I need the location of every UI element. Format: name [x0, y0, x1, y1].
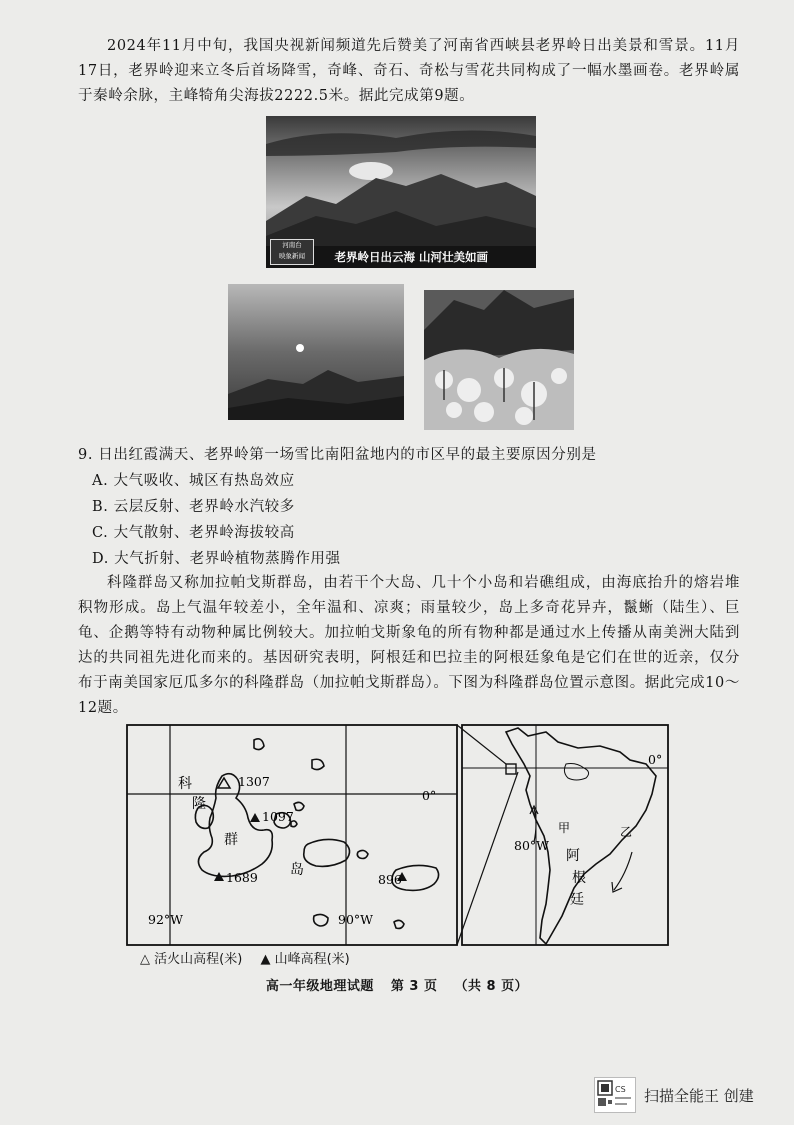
galapagos-inset-box — [506, 764, 516, 774]
intro-paragraph: 2024年11月中旬，我国央视新闻频道先后赞美了河南省西峡县老界岭日出美景和雪景。11月17日，老界岭迎来立冬后首场降雪，奇峰、奇石、奇松与雪花共同构成了一幅水墨画卷。老界岭属于秦岭余脉，主峰犄角尖海拔2222.5米。据此完成第9题。 — [78, 38, 740, 104]
galapagos-paragraph: 科隆群岛又称加拉帕戈斯群岛，由若干个大岛、几十个小岛和岩礁组成，由海底抬升的熔岩堆积物形成。岛上气温年较差小，全年温和、凉爽；雨量较少，岛上多奇花异卉，鬣蜥（陆生）、巨龟、企鹅等特有动物种属比例较大。加拉帕戈斯象龟的所有物种都是通过水上传播从南美洲大陆到达的共同祖先进化而来的。基因研究表明，阿根廷和巴拉圭的阿根廷象龟是它们在世的近亲，仅分布于南美国家厄瓜多尔的科隆群岛（加拉帕戈斯群岛）。下图为科隆群岛位置示意图。据此完成10～12题。 — [78, 575, 740, 716]
q9-option-b: B. 云层反射、老界岭水汽较多 — [92, 499, 295, 515]
island-name-char: 岛 — [290, 862, 304, 878]
sunrise-sea-of-clouds-photo — [266, 116, 536, 268]
island-name-char: 科 — [178, 776, 192, 792]
inset-label-gen: 根 — [572, 870, 586, 886]
peak-elevation-label: 1689 — [226, 870, 258, 885]
svg-text:CS: CS — [615, 1085, 626, 1094]
sunrise-mountain-photo — [228, 284, 404, 420]
map-legend — [140, 948, 364, 967]
volcano-elevation-label: 1307 — [238, 774, 270, 789]
scanner-watermark — [594, 1078, 754, 1112]
island-name-char: 群 — [224, 832, 238, 848]
q9-option-d: D. 大气折射、老界岭植物蒸腾作用强 — [92, 551, 341, 567]
inset-label-a: 阿 — [566, 848, 580, 864]
volcano-outline-icon: △ — [140, 952, 150, 967]
q9-option-c: C. 大气散射、老界岭海拔较高 — [92, 525, 295, 541]
legend-volcano: △ 活火山高程(米) — [140, 952, 243, 967]
snow-forest-photo — [424, 290, 574, 430]
island-name-char: 隆 — [192, 796, 206, 812]
longitude-label: 90°W — [338, 912, 374, 927]
inset-longitude-label: 80°W — [514, 838, 550, 853]
inset-map-frame — [462, 725, 668, 945]
inset-label-ting: 廷 — [570, 892, 584, 908]
peak-filled-icon: ▲ — [260, 952, 271, 967]
page-footer: 高一年级地理试题 第 3 页 （共 8 页） — [265, 979, 529, 994]
inset-label-yi: 乙 — [620, 825, 633, 839]
equator-label: 0° — [422, 788, 437, 803]
watermark-text: 扫描全能王 创建 — [644, 1086, 754, 1105]
q9-option-a: A. 大气吸收、城区有热岛效应 — [92, 473, 295, 489]
peak-elevation-label: 1097 — [262, 809, 294, 824]
south-america-outline — [506, 728, 656, 944]
legend-peak: ▲ 山峰高程(米) — [260, 952, 350, 967]
longitude-label: 92°W — [148, 912, 184, 927]
question-9-stem: 9. 日出红霞满天、老界岭第一场雪比南阳盆地内的市区早的最主要原因分别是 — [78, 447, 597, 463]
inset-equator-label: 0° — [648, 752, 663, 767]
peak-marker — [250, 813, 260, 822]
inset-label-jia: 甲 — [558, 821, 571, 835]
galapagos-location-map — [126, 724, 670, 948]
camscanner-logo-icon — [594, 1077, 636, 1113]
peak-elevation-label: 896 — [378, 872, 402, 887]
tv-station-logo: 河南台 映象新闻 — [270, 239, 314, 265]
photo-caption: 老界岭日出云海 山河壮美如画 — [334, 250, 488, 264]
